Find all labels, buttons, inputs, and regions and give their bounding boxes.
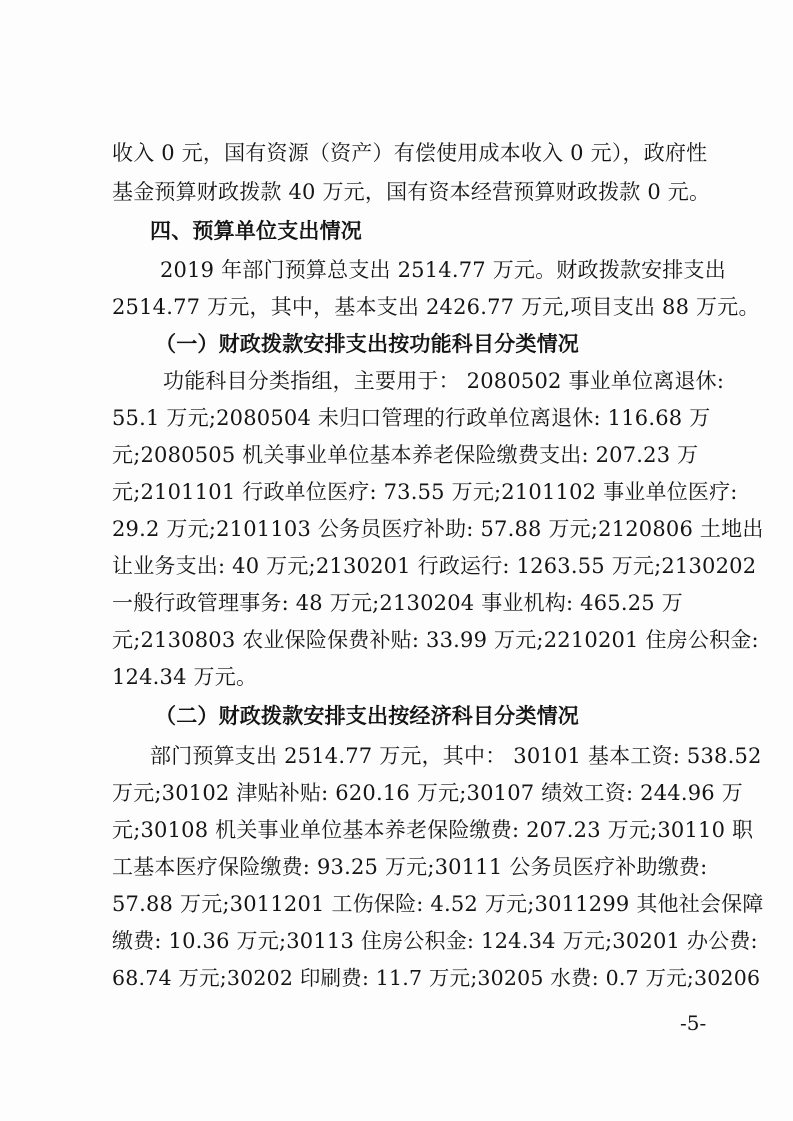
page-number: -5- [680, 1011, 707, 1035]
text-line: 68.74 万元;30202 印刷费: 11.7 万元;30205 水费: 0.7 万元;30206 [112, 966, 761, 990]
text-line: 2514.77 万元，其中，基本支出 2426.77 万元,项目支出 88 万元。 [112, 295, 760, 319]
text-line: 工基本医疗保险缴费: 93.25 万元;30111 公务员医疗补助缴费: [112, 855, 708, 879]
text-line: 基金预算财政拨款 40 万元，国有资本经营预算财政拨款 0 元。 [112, 180, 711, 204]
subsection-heading: （二）财政拨款安排支出按经济科目分类情况 [155, 704, 579, 728]
text-line: 缴费: 10.36 万元;30113 住房公积金: 124.34 万元;30201 办公费: [112, 929, 758, 953]
text-line: 收入 0 元，国有资源（资产）有偿使用成本收入 0 元），政府性 [112, 141, 708, 165]
text-line: 57.88 万元;3011201 工伤保险: 4.52 万元;3011299 其他社会保障 [112, 892, 764, 916]
text-line: 2019 年部门预算总支出 2514.77 万元。财政拨款安排支出 [160, 258, 726, 282]
text-line: 元;2080505 机关事业单位基本养老保险缴费支出: 207.23 万 [112, 443, 699, 467]
text-line: 元;2130803 农业保险保费补贴: 33.99 万元;2210201 住房公积金: [112, 628, 759, 652]
text-line: 万元;30102 津贴补贴: 620.16 万元;30107 绩效工资: 244.96 万 [112, 781, 743, 805]
text-line: 元;30108 机关事业单位基本养老保险缴费: 207.23 万元;30110 职 [112, 818, 754, 842]
section-heading: 四、预算单位支出情况 [150, 219, 362, 243]
text-line: 部门预算支出 2514.77 万元，其中： 30101 基本工资: 538.52 [150, 744, 762, 768]
text-line: 124.34 万元。 [112, 665, 258, 689]
text-line: 让业务支出: 40 万元;2130201 行政运行: 1263.55 万元;2130202 [112, 554, 757, 578]
text-line: 55.1 万元;2080504 未归口管理的行政单位离退休: 116.68 万 [112, 406, 711, 430]
text-line: 功能科目分类指组，主要用于： 2080502 事业单位离退休: [163, 369, 725, 393]
text-line: 一般行政管理事务: 48 万元;2130204 事业机构: 465.25 万 [112, 591, 683, 615]
text-line: 元;2101101 行政单位医疗: 73.55 万元;2101102 事业单位医疗: [112, 480, 738, 504]
subsection-heading: （一）财政拨款安排支出按功能科目分类情况 [155, 332, 579, 356]
text-line: 29.2 万元;2101103 公务员医疗补助: 57.88 万元;2120806 土地出 [112, 517, 764, 541]
